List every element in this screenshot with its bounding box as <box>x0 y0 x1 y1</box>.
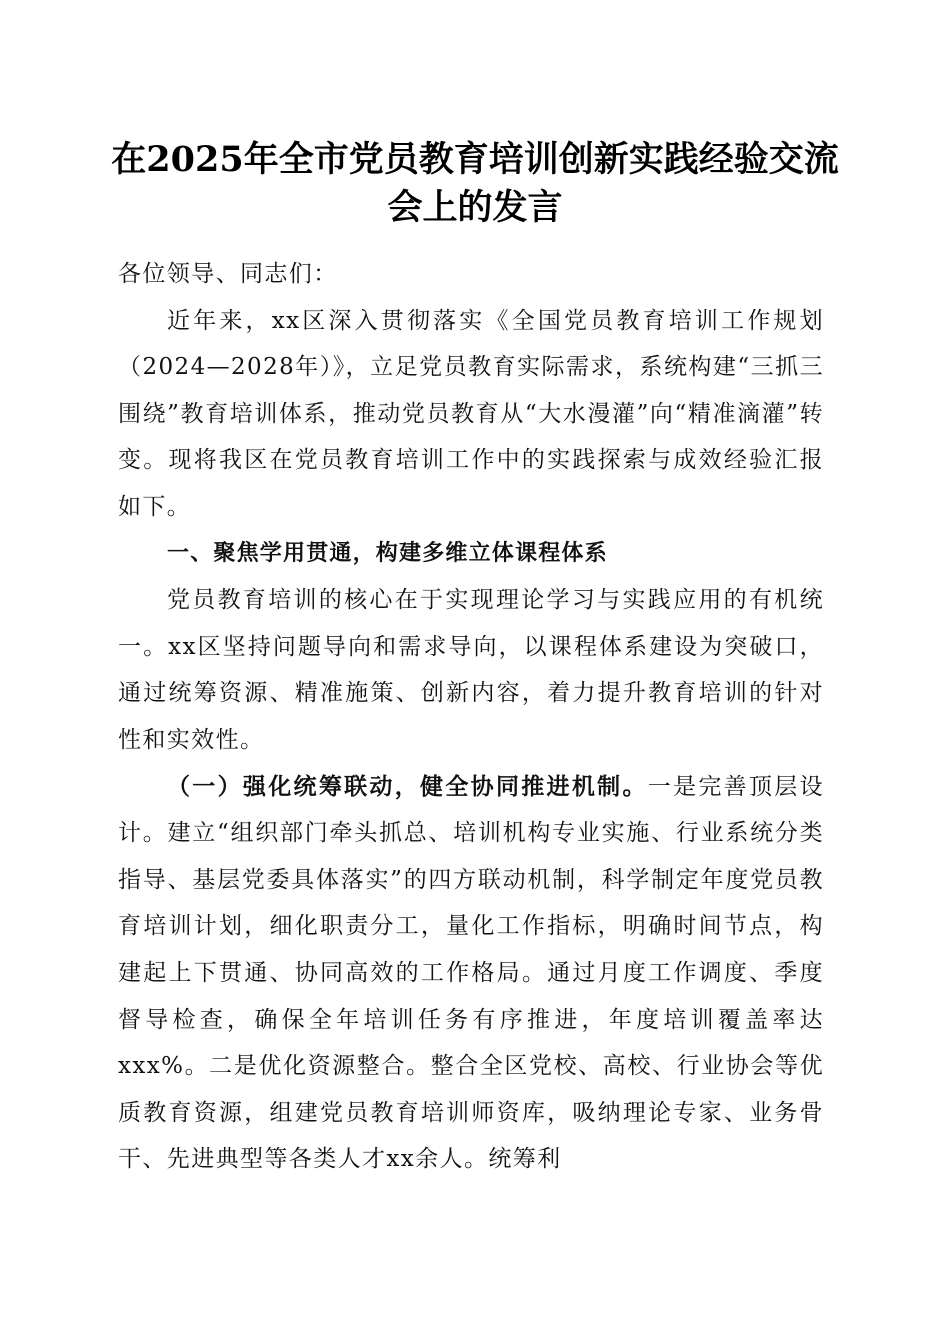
section-heading: 一、聚焦学用贯通，构建多维立体课程体系 <box>167 540 608 566</box>
subsection-body: 一是完善顶层设计。建立“组织部门牵头抓总、培训机构专业实施、行业系统分类指导、基层党委具体落实”的四方联动机制，科学制定年度党员教育培训计划，细化职责分工，量化工作指标，明确时间节点，构建起上下贯通、协同高效的工作格局。通过月度工作调度、季度督导检查，确保全年培训任务有序推进，年度培训覆盖率达xxx%。二是优化资源整合。整合全区党校、高校、行业协会等优质教育资源，组建党员教育培训师资库，吸纳理论专家、业务骨干、先进典型等各类人才xx余人。统筹利 <box>118 773 824 1173</box>
subsection-heading: （一）强化统筹联动，健全协同推进机制。 <box>167 772 648 800</box>
subsection-paragraph <box>118 764 824 1183</box>
document-title: 在2025年全市党员教育培训创新实践经验交流会上的发言 <box>111 139 839 228</box>
document-body <box>118 251 824 1183</box>
section-paragraph: 党员教育培训的核心在于实现理论学习与实践应用的有机统一。xx区坚持问题导向和需求导向，以课程体系建设为突破口，通过统筹资源、精准施策、创新内容，着力提升教育培训的针对性和实效性。 <box>118 587 824 753</box>
intro-paragraph: 近年来，xx区深入贯彻落实《全国党员教育培训工作规划（2024—2028年）》，立足党员教育实际需求，系统构建“三抓三围绕”教育培训体系，推动党员教育从“大水漫灌”向“精准滴灌”转变。现将我区在党员教育培训工作中的实践探索与成效经验汇报如下。 <box>118 307 824 520</box>
salutation: 各位领导、同志们： <box>118 261 338 287</box>
